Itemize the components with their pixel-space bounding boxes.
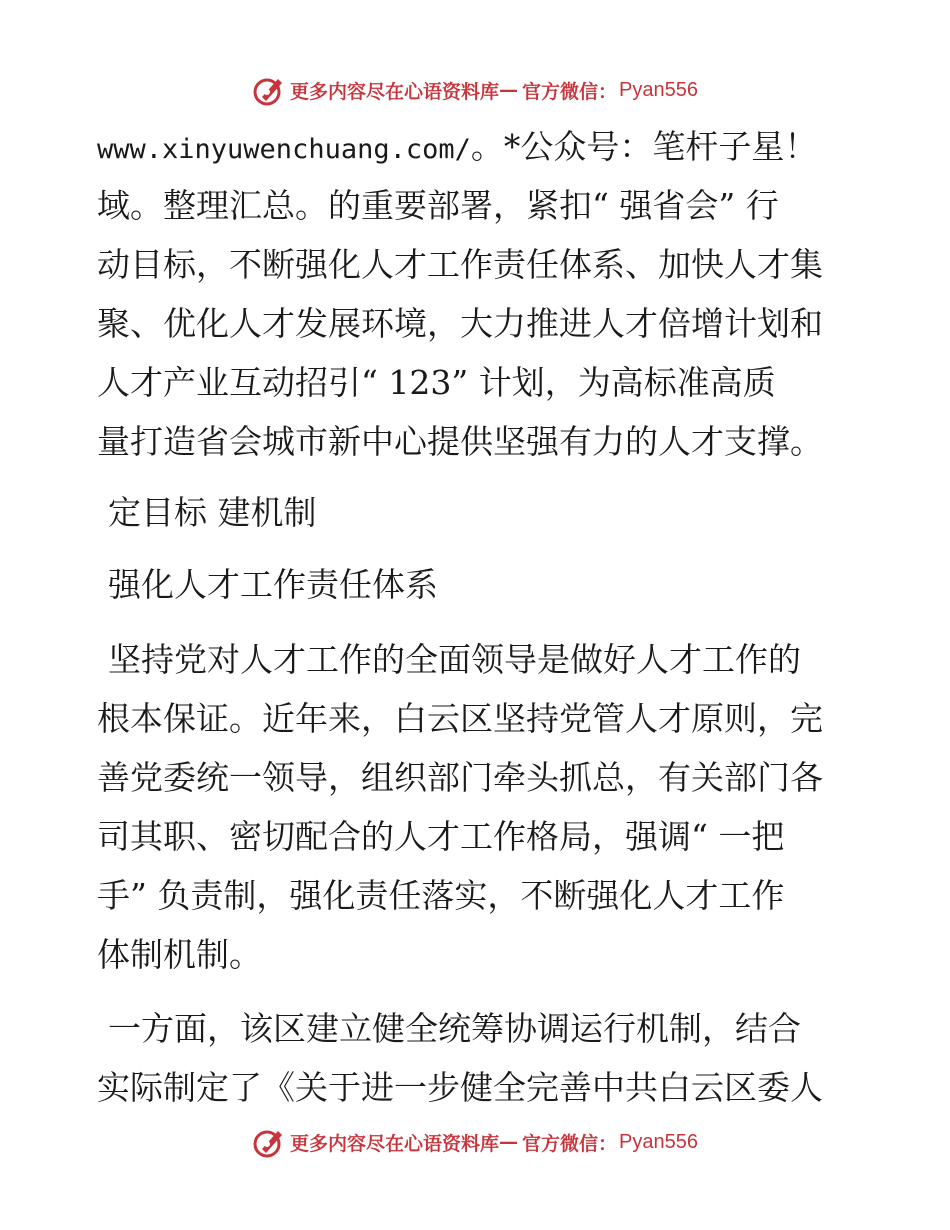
pen-nib-logo-icon bbox=[252, 73, 286, 107]
line-1-tail: 。*公众号：笔杆子星！ bbox=[470, 127, 818, 166]
section-subheading: 强化人才工作责任体系 bbox=[108, 565, 438, 604]
banner-wechat-label: 官方微信： bbox=[522, 1132, 618, 1155]
body-line-1 bbox=[97, 127, 817, 170]
footer-banner bbox=[0, 1122, 950, 1162]
body-line: 动目标，不断强化人才工作责任体系、加快人才集 bbox=[97, 245, 823, 284]
pen-nib-logo-icon bbox=[252, 1125, 286, 1159]
banner-wechat-id: Pyan556 bbox=[619, 78, 698, 101]
body-line: 域。整理汇总。的重要部署，紧扣“ 强省会” 行 bbox=[97, 186, 779, 225]
banner-dash: — bbox=[499, 79, 519, 101]
para-line: 坚持党对人才工作的全面领导是做好人才工作的 bbox=[108, 640, 801, 679]
banner-title: 更多内容尽在心语资料库 bbox=[290, 80, 500, 103]
banner-wechat-id: Pyan556 bbox=[619, 1130, 698, 1153]
para-line: 一方面，该区建立健全统筹协调运行机制，结合 bbox=[108, 1009, 801, 1048]
banner-title: 更多内容尽在心语资料库 bbox=[290, 1132, 500, 1155]
para-line: 司其职、密切配合的人才工作格局，强调“ 一把 bbox=[97, 817, 785, 856]
body-line: 人才产业互动招引“ 123” 计划，为高标准高质 bbox=[97, 363, 776, 402]
para-line: 善党委统一领导，组织部门牵头抓总，有关部门各 bbox=[97, 758, 823, 797]
para-line: 实际制定了《关于进一步健全完善中共白云区委人 bbox=[97, 1068, 823, 1107]
para-line: 体制机制。 bbox=[97, 935, 262, 974]
website-url: www.xinyuwenchuang.com/ bbox=[97, 134, 471, 165]
body-line: 量打造省会城市新中心提供坚强有力的人才支撑。 bbox=[97, 422, 823, 461]
header-banner bbox=[0, 70, 950, 110]
banner-wechat-label: 官方微信： bbox=[522, 80, 618, 103]
para-line: 根本保证。近年来，白云区坚持党管人才原则，完 bbox=[97, 699, 823, 738]
para-line: 手” 负责制，强化责任落实，不断强化人才工作 bbox=[97, 876, 785, 915]
section-heading: 定目标 建机制 bbox=[108, 493, 317, 532]
body-line: 聚、优化人才发展环境，大力推进人才倍增计划和 bbox=[97, 304, 823, 343]
banner-dash: — bbox=[499, 1131, 519, 1153]
